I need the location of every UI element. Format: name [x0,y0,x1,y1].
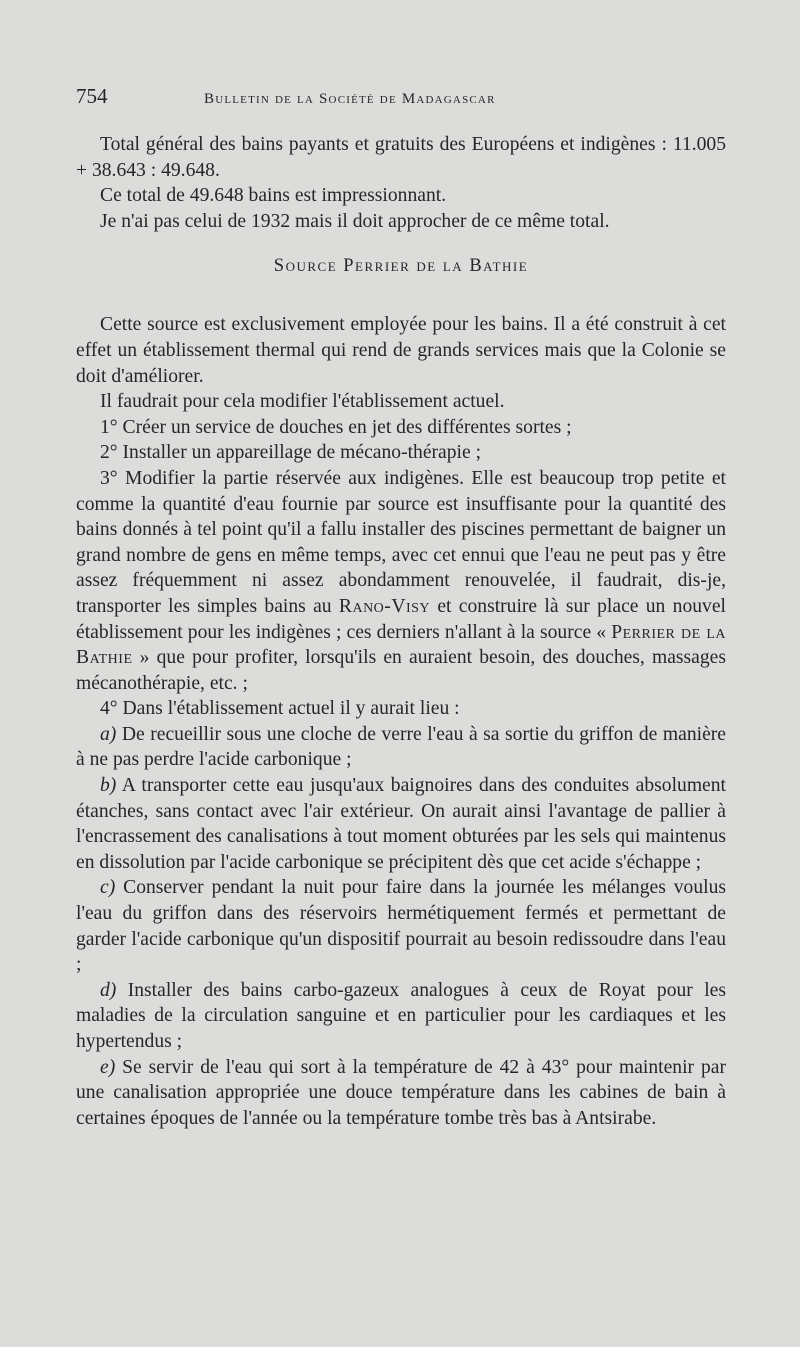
item-3-text-part1: 3° Modifier la partie réservée aux indigènes. Elle est beaucoup trop petite et comme la quantité d'eau fournie par source est insuffisante pour la quantité des bains donnés à tel point qu'il a fallu installer des piscines permettant de baigner un grand nombre de gens en même temps, avec cet ennui que l'eau ne peut pas y être assez fréquemment ni assez abondamment renouvelée, il faudrait, dis-je, transporter les simples bains au [76,467,726,617]
sub-item-e [76,1055,726,1132]
source-name: Perrier de la Bathie [76,621,726,669]
sub-item-a-text: De recueillir sous une cloche de verre l'eau à sa sortie du griffon de manière à ne pas perdre l'acide carbonique ; [76,723,726,771]
item-3-text-part3: » que pour profiter, lorsqu'ils en auraient besoin, des douches, massages mécanothérapie, etc. ; [76,647,726,694]
sub-item-e-label: e) [100,1056,116,1078]
sub-item-a [76,722,726,773]
rano-visy-name: Rano-Visy [338,595,431,617]
source-description-paragraph: Cette source est exclusivement employée pour les bains. Il a été construit à cet effet un établissement thermal qui rend de grands services mais que la Colonie se doit d'améliorer. [76,314,726,387]
page-header [76,84,726,118]
sub-item-a-label: a) [100,723,117,745]
sub-item-c-text: Conserver pendant la nuit pour faire dans la journée les mélanges voulus l'eau du griffon dans des réservoirs hermétiquement fermés et permettant de garder l'acide carbonique qu'un dispositif pourrait au besoin redissoudre dans l'eau ; [76,877,726,976]
running-title: Bulletin de la Société de Madagascar [204,91,496,107]
sub-item-e-text: Se servir de l'eau qui sort à la température de 42 à 43° pour maintenir par une canalisation appropriée une douce température dans les cabines de bain à certaines époques de l'année ou la température tombe très bas à Antsirabe. [76,1056,726,1129]
item-4-paragraph: 4° Dans l'établissement actuel il y aurait lieu : [100,698,460,720]
year-1932-paragraph: Je n'ai pas celui de 1932 mais il doit approcher de ce même total. [100,210,610,232]
sub-item-d-label: d) [100,979,117,1001]
modification-intro-paragraph: Il faudrait pour cela modifier l'établissement actuel. [100,391,505,413]
sub-item-d-text: Installer des bains carbo-gazeux analogues à ceux de Royat pour les maladies de la circulation sanguine et en particulier pour les cardiaques et les hypertendus ; [76,979,726,1052]
sub-item-c [76,875,726,977]
item-2-paragraph: 2° Installer un appareillage de mécano-thérapie ; [100,442,482,464]
sub-item-b-text: A transporter cette eau jusqu'aux baignoires dans des conduites absolument étanches, sans contact avec l'air extérieur. On aurait ainsi l'avantage de pallier à l'encrassement des canalisations à tout moment obturées par les sels qui maintenus en dissolution par l'acide carbonique se précipitent dès que cet acide s'échappe ; [76,775,726,873]
sub-item-b [76,773,726,875]
section-title: Source Perrier de la Bathie [273,256,529,277]
sub-item-c-label: c) [100,877,116,899]
item-1-paragraph: 1° Créer un service de douches en jet des différentes sortes ; [100,416,572,438]
total-paragraph: Total général des bains payants et gratuits des Européens et indigènes : 11.005 + 38.643 : 49.648. [76,134,726,181]
total-comment-paragraph: Ce total de 49.648 bains est impressionnant. [100,185,447,207]
sub-item-d [76,978,726,1055]
sub-item-b-label: b) [100,775,117,797]
item-3-paragraph [76,466,726,696]
item-3-text-part2: et construire là sur place un nouvel établissement pour les indigènes ; ces derniers n'allant à la source « [76,595,726,643]
page-number: 754 [76,84,108,108]
